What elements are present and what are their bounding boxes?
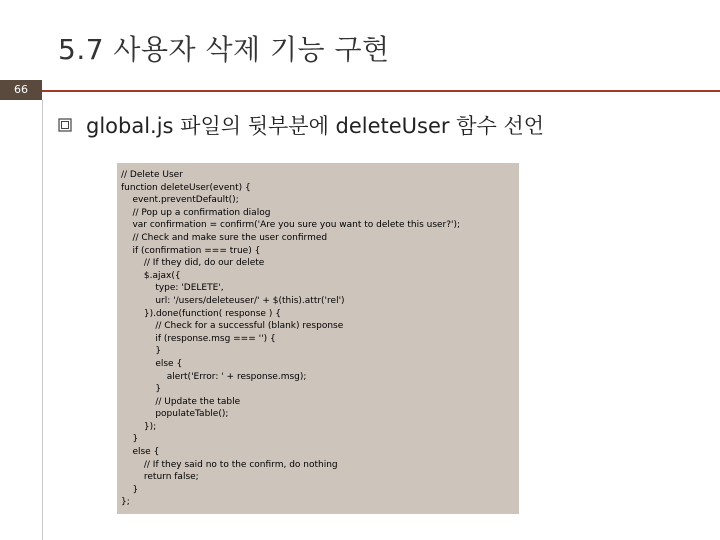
hollow-square-bullet-icon [58, 118, 72, 132]
page-number-badge: 66 [0, 80, 42, 100]
code-text: // Delete User function deleteUser(event) { event.preventDefault(); // Pop up a confirmation dialog var confirmation = confirm('Are you sure you want to delete this user?'); // Check and make sure the user confirmed if (confirmation === true) { // If they did, do our delete $.ajax({ type: 'DELETE', url: '/users/deleteuser/' + $(this).attr('rel') }).done(function( response ) { // Check for a successful (blank) response if (response.msg === '') { } else { alert('Error: ' + response.msg); } // Update the table populateTable(); }); } else { // If they said no to the confirm, do nothing return false; } }; [121, 170, 461, 508]
code-block [117, 163, 519, 514]
slide-title: 5.7 사용자 삭제 기능 구현 [58, 33, 390, 66]
bullet-item [58, 110, 544, 140]
header-separator-accent [42, 90, 720, 92]
bullet-text: global.js 파일의 뒷부분에 deleteUser 함수 선언 [86, 114, 545, 138]
left-vertical-rule [42, 100, 43, 540]
